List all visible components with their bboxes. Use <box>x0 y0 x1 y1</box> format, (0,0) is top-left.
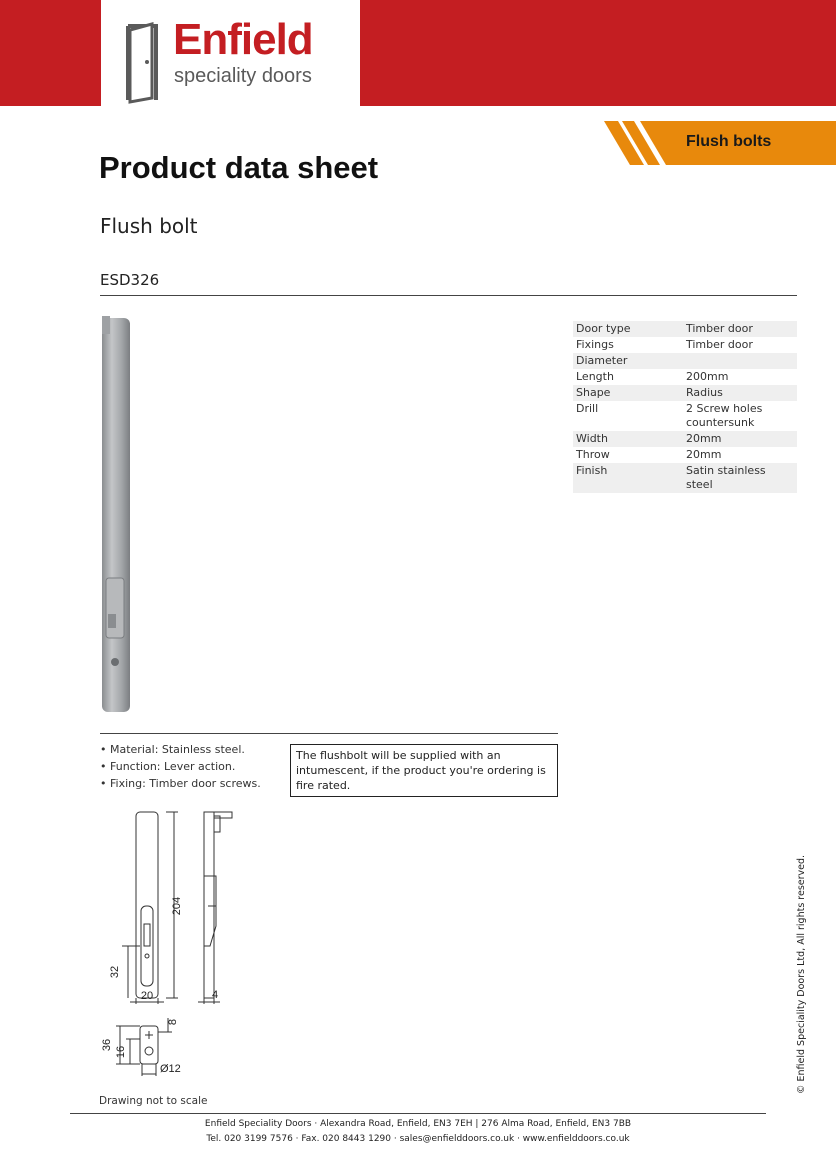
dim-length: 204 <box>171 896 183 916</box>
spec-value: Radius <box>683 385 797 401</box>
spec-row <box>573 401 797 431</box>
product-name: Flush bolt <box>100 214 198 238</box>
spec-value: Timber door <box>686 338 753 351</box>
technical-drawing-side <box>196 806 246 1006</box>
footer-contact: Tel. 020 3199 7576 · Fax. 020 8443 1290 · sales@enfielddoors.co.uk · www.enfielddoors.co.uk <box>206 1134 630 1144</box>
spec-row <box>573 353 797 369</box>
spec-value <box>683 353 797 369</box>
spec-key: Throw <box>576 448 610 461</box>
feature-item: • Fixing: Timber door screws. <box>100 775 261 792</box>
feature-list <box>100 741 261 792</box>
brand-tagline: speciality doors <box>174 65 312 87</box>
spec-key: Drill <box>576 402 599 415</box>
dim-keep-height: 36 <box>101 1038 113 1052</box>
dim-top: 8 <box>167 1018 179 1026</box>
fire-rating-notice: The flushbolt will be supplied with an intumescent, if the product you're ordering is fire rated. <box>290 744 558 797</box>
spec-row <box>573 321 797 337</box>
spec-value: 2 Screw holes countersunk <box>686 402 763 429</box>
spec-row <box>573 337 797 353</box>
feature-item: • Material: Stainless steel. <box>100 741 261 758</box>
spec-value: 20mm <box>686 448 722 461</box>
spec-row <box>573 447 797 463</box>
divider <box>100 733 558 734</box>
spec-row <box>573 463 797 493</box>
drawing-scale-note: Drawing not to scale <box>99 1095 208 1107</box>
spec-table <box>573 321 797 493</box>
spec-key: Length <box>576 370 614 383</box>
dim-depth: 4 <box>212 989 219 1001</box>
brand-name: Enfield <box>173 15 313 64</box>
product-code: ESD326 <box>100 271 160 289</box>
spec-key: Door type <box>573 321 683 337</box>
door-logo-icon <box>122 22 162 104</box>
spec-key: Fixings <box>576 338 614 351</box>
copyright-text: © Enfield Speciality Doors Ltd, All rights reserved. <box>796 854 807 1094</box>
spec-key: Diameter <box>573 353 683 369</box>
spec-row <box>573 369 797 385</box>
dim-diameter: Ø12 <box>160 1063 181 1075</box>
spec-key: Shape <box>573 385 683 401</box>
spec-value: 20mm <box>683 431 797 447</box>
footer-address: Enfield Speciality Doors · Alexandra Road, Enfield, EN3 7EH | 276 Alma Road, Enfield, EN3 7BB <box>204 1119 632 1129</box>
divider <box>100 295 797 296</box>
spec-value: 200mm <box>686 370 729 383</box>
product-photo <box>96 314 136 714</box>
spec-value: Timber door <box>683 321 797 337</box>
spec-value: Satin stainless steel <box>683 463 797 493</box>
spec-row <box>573 385 797 401</box>
dim-keep-inner: 16 <box>115 1045 127 1059</box>
footer-divider <box>70 1113 766 1114</box>
spec-key: Finish <box>573 463 683 493</box>
spec-row <box>573 431 797 447</box>
dim-width: 20 <box>140 990 154 1002</box>
category-tag-label: Flush bolts <box>686 133 772 150</box>
spec-key: Width <box>573 431 683 447</box>
page-title: Product data sheet <box>99 150 379 185</box>
dim-lever: 32 <box>109 965 121 979</box>
feature-item: • Function: Lever action. <box>100 758 261 775</box>
